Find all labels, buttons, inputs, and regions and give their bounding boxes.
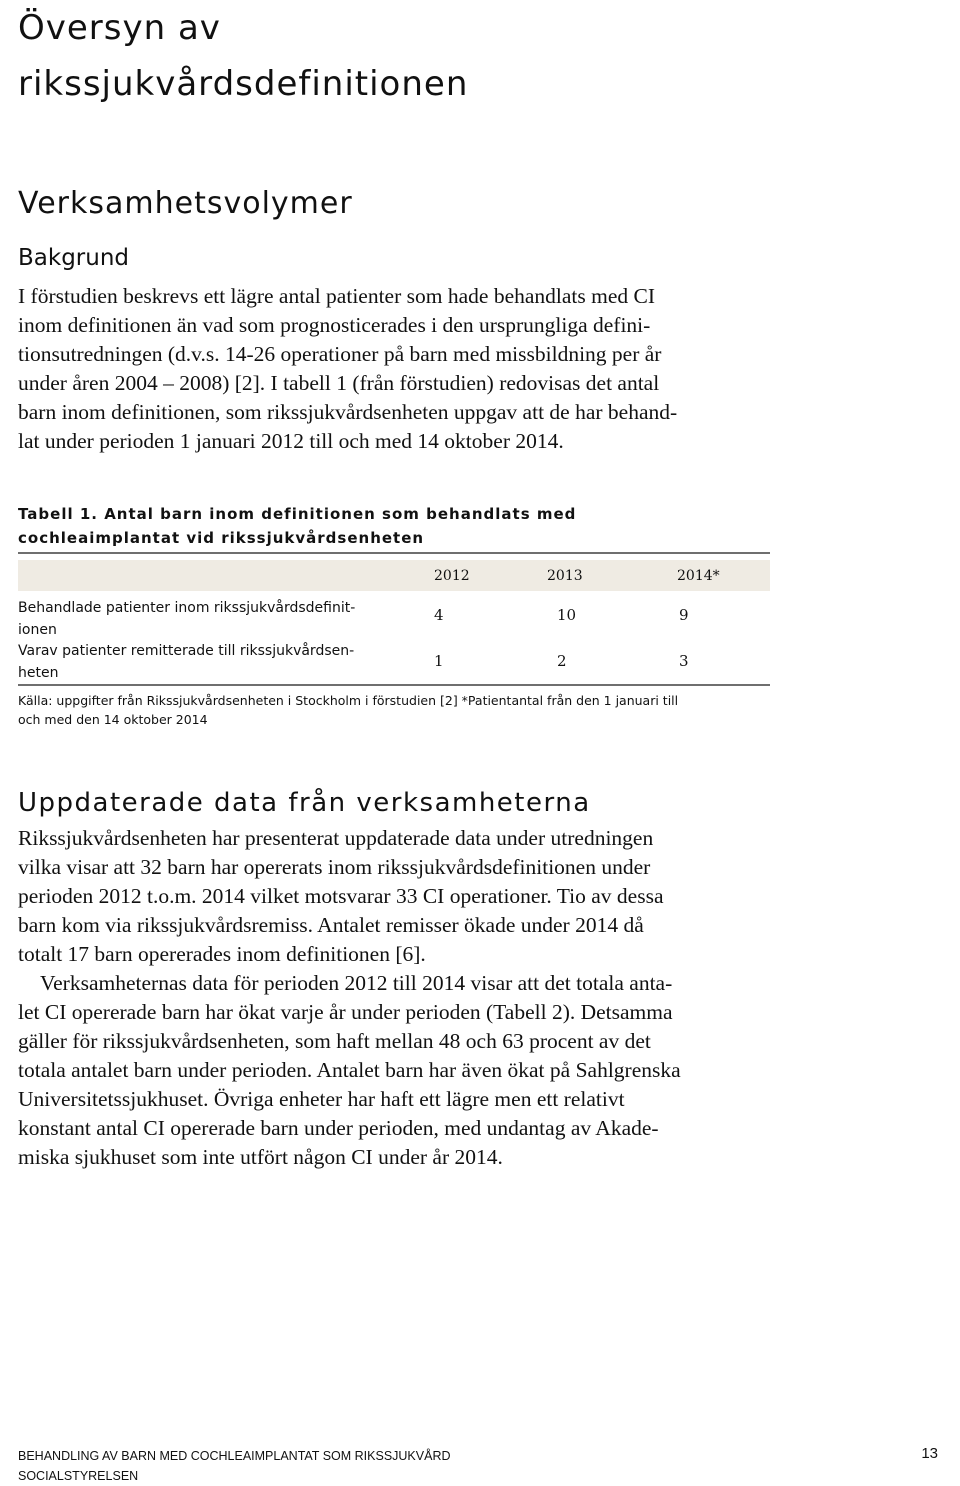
paragraph-line: barn kom via rikssjukvårdsremiss. Antalet remisser ökade under 2014 då	[18, 913, 644, 937]
table-cell: 9	[679, 606, 689, 624]
page-title-line1: Översyn av	[18, 8, 221, 48]
footer-publisher: SOCIALSTYRELSEN	[18, 1469, 139, 1483]
paragraph-line: miska sjukhuset som inte utfört någon CI under år 2014.	[18, 1145, 503, 1169]
table-row-label	[18, 597, 398, 641]
table-cell: 2	[557, 652, 567, 670]
table-caption-line2: cochleaimplantat vid rikssjukvårdsenheten	[18, 529, 425, 547]
section-heading-verksamhetsvolymer: Verksamhetsvolymer	[18, 186, 353, 221]
paragraph-line: barn inom definitionen, som rikssjukvårdsenheten uppgav att de har behand-	[18, 400, 678, 424]
subheading-bakgrund: Bakgrund	[18, 245, 130, 271]
paragraph-line: Rikssjukvårdsenheten har presenterat uppdaterade data under utredningen	[18, 826, 654, 850]
table-cell: 3	[679, 652, 689, 670]
paragraph-line: totalt 17 barn opererades inom definitionen [6].	[18, 942, 426, 966]
paragraph-line: tionsutredningen (d.v.s. 14-26 operationer på barn med missbildning per år	[18, 342, 662, 366]
row-label-line1: Varav patienter remitterade till rikssjukvårdsen-	[18, 643, 355, 659]
table-cell: 10	[557, 606, 577, 624]
paragraph-line: let CI opererade barn har ökat varje år under perioden (Tabell 2). Detsamma	[18, 1000, 673, 1024]
paragraph-line: gäller för rikssjukvårdsenheten, som haft mellan 48 och 63 procent av det	[18, 1029, 651, 1053]
page-footer	[18, 1446, 618, 1486]
paragraph-line: totala antalet barn under perioden. Antalet barn har även ökat på Sahlgrenska	[18, 1058, 681, 1082]
paragraph-line: vilka visar att 32 barn har opererats inom rikssjukvårdsdefinitionen under	[18, 855, 651, 879]
column-header-2014: 2014*	[677, 568, 720, 584]
paragraph-line: konstant antal CI opererade barn under perioden, med undantag av Akade-	[18, 1116, 659, 1140]
paragraph-line: inom definitionen än vad som prognosticerades i den ursprungliga defini-	[18, 313, 651, 337]
footer-document-title: BEHANDLING AV BARN MED COCHLEAIMPLANTAT SOM RIKSSJUKVÅRD	[18, 1449, 451, 1463]
row-label-line2: heten	[18, 665, 59, 681]
source-line2: och med den 14 oktober 2014	[18, 712, 208, 727]
table-row-label	[18, 640, 398, 684]
source-line1: Källa: uppgifter från Rikssjukvårdsenheten i Stockholm i förstudien [2] *Patientantal från den 1 januari till	[18, 693, 679, 708]
row-label-line2: ionen	[18, 622, 57, 638]
table-caption-line1: Tabell 1. Antal barn inom definitionen som behandlats med	[18, 505, 577, 523]
section-heading-uppdaterade-data: Uppdaterade data från verksamheterna	[18, 788, 591, 818]
paragraph-line: under åren 2004 – 2008) [2]. I tabell 1 (från förstudien) redovisas det antal	[18, 371, 660, 395]
row-label-line1: Behandlade patienter inom rikssjukvårdsdefinit-	[18, 600, 356, 616]
table-top-rule	[18, 552, 770, 554]
table-cell: 4	[434, 606, 444, 624]
paragraph-line: perioden 2012 t.o.m. 2014 vilket motsvarar 33 CI operationer. Tio av dessa	[18, 884, 664, 908]
page-number: 13	[921, 1445, 938, 1462]
page-title	[18, 0, 938, 112]
table-cell: 1	[434, 652, 444, 670]
paragraph-line: lat under perioden 1 januari 2012 till och med 14 oktober 2014.	[18, 429, 564, 453]
table-header-row	[18, 560, 770, 591]
paragraph-line: Universitetssjukhuset. Övriga enheter har haft ett lägre men ett relativt	[18, 1087, 625, 1111]
column-header-2012: 2012	[434, 568, 470, 584]
paragraph-line: Verksamheternas data för perioden 2012 till 2014 visar att det totala anta-	[40, 971, 673, 995]
page-title-line2: rikssjukvårdsdefinitionen	[18, 64, 469, 104]
table-caption	[18, 502, 576, 550]
table-bottom-rule	[18, 684, 770, 686]
column-header-2013: 2013	[547, 568, 583, 584]
paragraph-line: I förstudien beskrevs ett lägre antal patienter som hade behandlats med CI	[18, 284, 656, 308]
table-source-note	[18, 691, 770, 729]
